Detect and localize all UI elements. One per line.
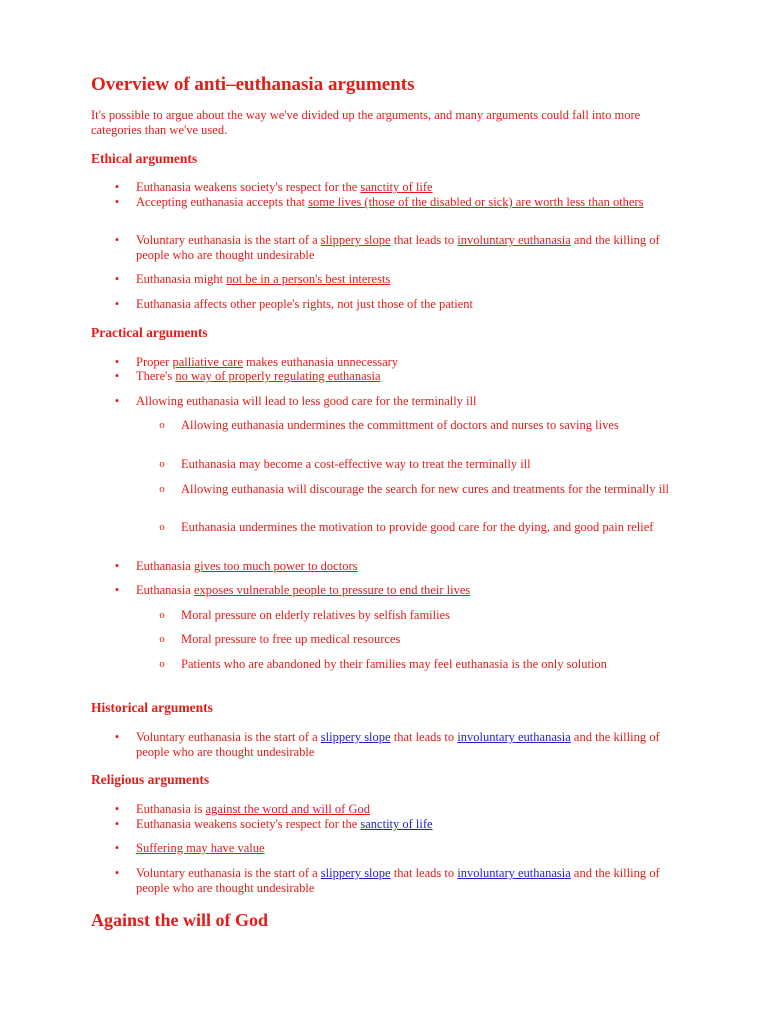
bullet-marker: •: [114, 369, 120, 383]
list-item: [114, 559, 691, 574]
link-no-way-regulating[interactable]: no way of properly regulating euthanasia: [175, 369, 381, 383]
sub-list-item: [159, 482, 691, 497]
sub-marker: o: [159, 483, 165, 495]
item-text: Allowing euthanasia undermines the committment of doctors and nurses to saving lives: [181, 418, 619, 432]
list-item: [114, 369, 691, 384]
bullet-marker: •: [114, 841, 120, 855]
list-item: [114, 866, 691, 895]
bullet-marker: •: [114, 559, 120, 573]
sub-marker: o: [159, 658, 165, 670]
item-text: Proper: [136, 355, 173, 369]
link-word-and-will-of-god[interactable]: against the word and will of God: [205, 802, 370, 816]
list-item: [114, 272, 691, 287]
link-involuntary-euthanasia[interactable]: involuntary euthanasia: [457, 730, 571, 744]
sub-list-item: [159, 632, 691, 647]
list-item: [114, 583, 691, 598]
bullet-marker: •: [114, 180, 120, 194]
item-text: Euthanasia: [136, 583, 194, 597]
item-text: and the killing of people who are thought undesirable: [136, 233, 660, 262]
heading-historical: Historical arguments: [91, 700, 213, 715]
list-item: [114, 233, 691, 262]
sub-list-item: [159, 457, 691, 472]
item-text: that leads to: [390, 233, 458, 247]
item-text: Allowing euthanasia will lead to less good care for the terminally ill: [136, 394, 477, 408]
link-vulnerable-people[interactable]: exposes vulnerable people to pressure to end their lives: [193, 583, 471, 597]
sub-marker: o: [159, 419, 165, 431]
link-sanctity-of-life[interactable]: sanctity of life: [360, 180, 433, 194]
link-suffering-value[interactable]: Suffering may have value: [136, 841, 265, 855]
link-slippery-slope[interactable]: slippery slope: [320, 233, 391, 247]
item-text: Voluntary euthanasia is the start of a: [136, 730, 321, 744]
bullet-marker: •: [114, 355, 120, 369]
sub-list-item: [159, 418, 691, 433]
link-slippery-slope[interactable]: slippery slope: [320, 866, 391, 880]
item-text: Euthanasia weakens society's respect for the: [136, 817, 361, 831]
link-sanctity-of-life[interactable]: sanctity of life: [360, 817, 433, 831]
item-text: Euthanasia weakens society's respect for the: [136, 180, 361, 194]
item-text: Voluntary euthanasia is the start of a: [136, 866, 321, 880]
sub-marker: o: [159, 458, 165, 470]
link-slippery-slope[interactable]: slippery slope: [320, 730, 391, 744]
item-text: Euthanasia is: [136, 802, 206, 816]
list-item: [114, 730, 691, 759]
link-involuntary-euthanasia[interactable]: involuntary euthanasia: [457, 866, 571, 880]
item-text: There's: [136, 369, 176, 383]
sub-marker: o: [159, 633, 165, 645]
bullet-marker: •: [114, 730, 120, 744]
item-text: Euthanasia might: [136, 272, 227, 286]
item-text: Moral pressure on elderly relatives by selfish families: [181, 608, 451, 622]
item-text: and the killing of people who are thought undesirable: [136, 866, 660, 895]
bullet-marker: •: [114, 394, 120, 408]
list-item: [114, 180, 691, 195]
intro-paragraph: It's possible to argue about the way we've divided up the arguments, and many arguments could fall into more categories than we've used.: [91, 108, 641, 137]
item-text: Patients who are abandoned by their families may feel euthanasia is the only solution: [181, 657, 607, 671]
list-item: [114, 394, 691, 409]
page-title: Overview of anti–euthanasia arguments: [91, 74, 415, 95]
heading-ethical: Ethical arguments: [91, 151, 198, 166]
item-text: Euthanasia affects other people's rights, not just those of the patient: [136, 297, 474, 311]
item-text: that leads to: [390, 866, 458, 880]
link-palliative-care[interactable]: palliative care: [172, 355, 243, 369]
list-item: [114, 817, 691, 832]
sub-list-item: [159, 520, 691, 535]
item-text: makes euthanasia unnecessary: [242, 355, 399, 369]
bullet-marker: •: [114, 297, 120, 311]
link-best-interests[interactable]: not be in a person's best interests: [226, 272, 391, 286]
sub-list-item: [159, 657, 691, 672]
link-involuntary-euthanasia[interactable]: involuntary euthanasia: [457, 233, 571, 247]
bullet-marker: •: [114, 583, 120, 597]
bullet-marker: •: [114, 272, 120, 286]
sub-marker: o: [159, 521, 165, 533]
bullet-marker: •: [114, 817, 120, 831]
list-item: [114, 355, 691, 370]
item-text: Allowing euthanasia will discourage the search for new cures and treatments for the terminally ill: [181, 482, 670, 496]
bullet-marker: •: [114, 233, 120, 247]
item-text: Moral pressure to free up medical resources: [181, 632, 401, 646]
sub-marker: o: [159, 609, 165, 621]
bullet-marker: •: [114, 802, 120, 816]
item-text: Euthanasia may become a cost-effective way to treat the terminally ill: [181, 457, 531, 471]
bullet-marker: •: [114, 866, 120, 880]
link-power-to-doctors[interactable]: gives too much power to doctors: [193, 559, 358, 573]
item-text: and the killing of people who are thought undesirable: [136, 730, 660, 759]
list-item: [114, 297, 691, 312]
bullet-marker: •: [114, 195, 120, 209]
list-item: [114, 802, 691, 817]
item-text: Accepting euthanasia accepts that: [136, 195, 309, 209]
item-text: Euthanasia: [136, 559, 194, 573]
sub-list-item: [159, 608, 691, 623]
item-text: that leads to: [390, 730, 458, 744]
item-text: Euthanasia undermines the motivation to provide good care for the dying, and good pain relief: [181, 520, 654, 534]
heading-practical: Practical arguments: [91, 325, 208, 340]
item-text: Voluntary euthanasia is the start of a: [136, 233, 321, 247]
heading-religious: Religious arguments: [91, 772, 210, 787]
list-item: [114, 841, 691, 856]
section-title: Against the will of God: [91, 910, 269, 930]
list-item: [114, 195, 691, 210]
link-some-lives-worth-less[interactable]: some lives (those of the disabled or sick) are worth less than others: [308, 195, 644, 209]
